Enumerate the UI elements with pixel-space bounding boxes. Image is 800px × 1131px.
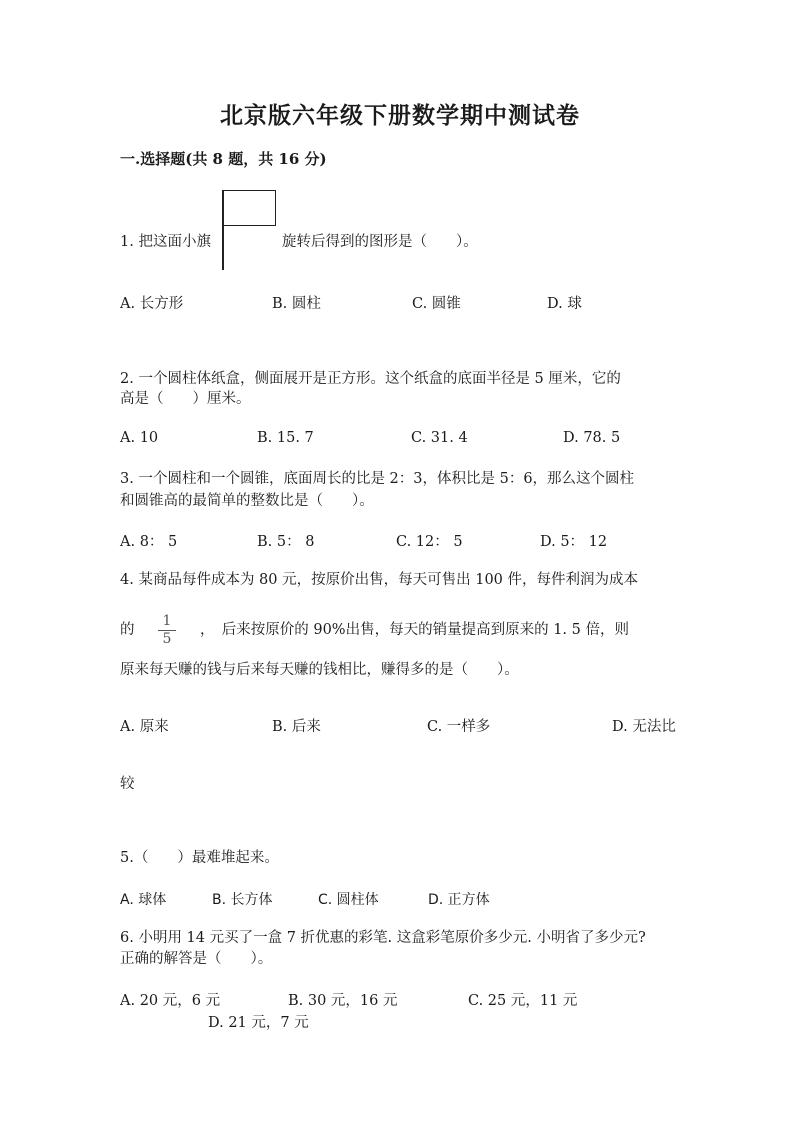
q3-option-d: D. 5： 12 xyxy=(540,534,608,550)
q6-option-c: C. 25 元，11 元 xyxy=(468,993,578,1009)
question-2-line-2: 高是（ ）厘米。 xyxy=(120,391,251,407)
page-title: 北京版六年级下册数学期中测试卷 xyxy=(220,102,580,129)
q4-option-c: C. 一样多 xyxy=(427,719,491,735)
q1-option-a: A. 长方形 xyxy=(120,296,184,312)
question-4-line-2-end: ， 后来按原价的 90%出售，每天的销量提高到原来的 1. 5 倍，则 xyxy=(200,622,629,638)
q3-option-a: A. 8： 5 xyxy=(120,534,178,550)
q2-option-a: A. 10 xyxy=(120,430,159,446)
q6-option-d: D. 21 元，7 元 xyxy=(208,1015,309,1031)
q4-option-a: A. 原来 xyxy=(120,719,169,735)
fraction-denominator: 5 xyxy=(162,631,172,647)
q2-option-d: D. 78. 5 xyxy=(563,430,621,446)
q4-option-d: D. 无法比 xyxy=(612,719,676,735)
q3-option-b: B. 5： 8 xyxy=(257,534,315,550)
q4-option-d-continuation: 较 xyxy=(120,776,135,792)
question-6-line-2: 正确的解答是（ ）。 xyxy=(120,951,273,967)
question-4-line-1: 4. 某商品每件成本为 80 元，按原价出售，每天可售出 100 件，每件利润为成本 xyxy=(120,572,639,588)
q5-option-b: B. 长方体 xyxy=(212,892,273,908)
question-4-line-3: 原来每天赚的钱与后来每天赚的钱相比，赚得多的是（ ）。 xyxy=(120,662,519,678)
question-1-text-after: 旋转后得到的图形是（ ）。 xyxy=(282,234,478,250)
q2-option-b: B. 15. 7 xyxy=(257,430,314,446)
question-1-text-before: 1. 把这面小旗 xyxy=(120,234,211,250)
q1-option-c: C. 圆锥 xyxy=(412,296,461,312)
q6-option-b: B. 30 元，16 元 xyxy=(288,993,398,1009)
q5-option-a: A. 球体 xyxy=(120,892,167,908)
section-heading: 一.选择题(共 8 题，共 16 分) xyxy=(120,150,327,168)
q3-option-c: C. 12： 5 xyxy=(396,534,463,550)
question-6-line-1: 6. 小明用 14 元买了一盒 7 折优惠的彩笔. 这盒彩笔原价多少元. 小明省了多少元? xyxy=(120,930,646,946)
fraction-numerator: 1 xyxy=(162,613,172,629)
question-3-line-2: 和圆锥高的最简单的整数比是（ ）。 xyxy=(120,493,374,509)
question-4-line-2-start: 的 xyxy=(120,622,135,638)
q4-option-b: B. 后来 xyxy=(272,719,321,735)
q2-option-c: C. 31. 4 xyxy=(411,430,468,446)
q1-option-d: D. 球 xyxy=(547,296,582,312)
q5-option-c: C. 圆柱体 xyxy=(318,892,379,908)
question-5-text: 5.（ ）最难堆起来。 xyxy=(120,850,279,866)
flag-figure xyxy=(223,190,276,226)
fraction-one-fifth xyxy=(158,614,176,647)
question-2-line-1: 2. 一个圆柱体纸盒，侧面展开是正方形。这个纸盒的底面半径是 5 厘米，它的 xyxy=(120,371,621,387)
q1-option-b: B. 圆柱 xyxy=(272,296,321,312)
q5-option-d: D. 正方体 xyxy=(428,892,490,908)
q6-option-a: A. 20 元，6 元 xyxy=(120,993,221,1009)
question-3-line-1: 3. 一个圆柱和一个圆锥，底面周长的比是 2：3，体积比是 5：6，那么这个圆柱 xyxy=(120,471,635,487)
